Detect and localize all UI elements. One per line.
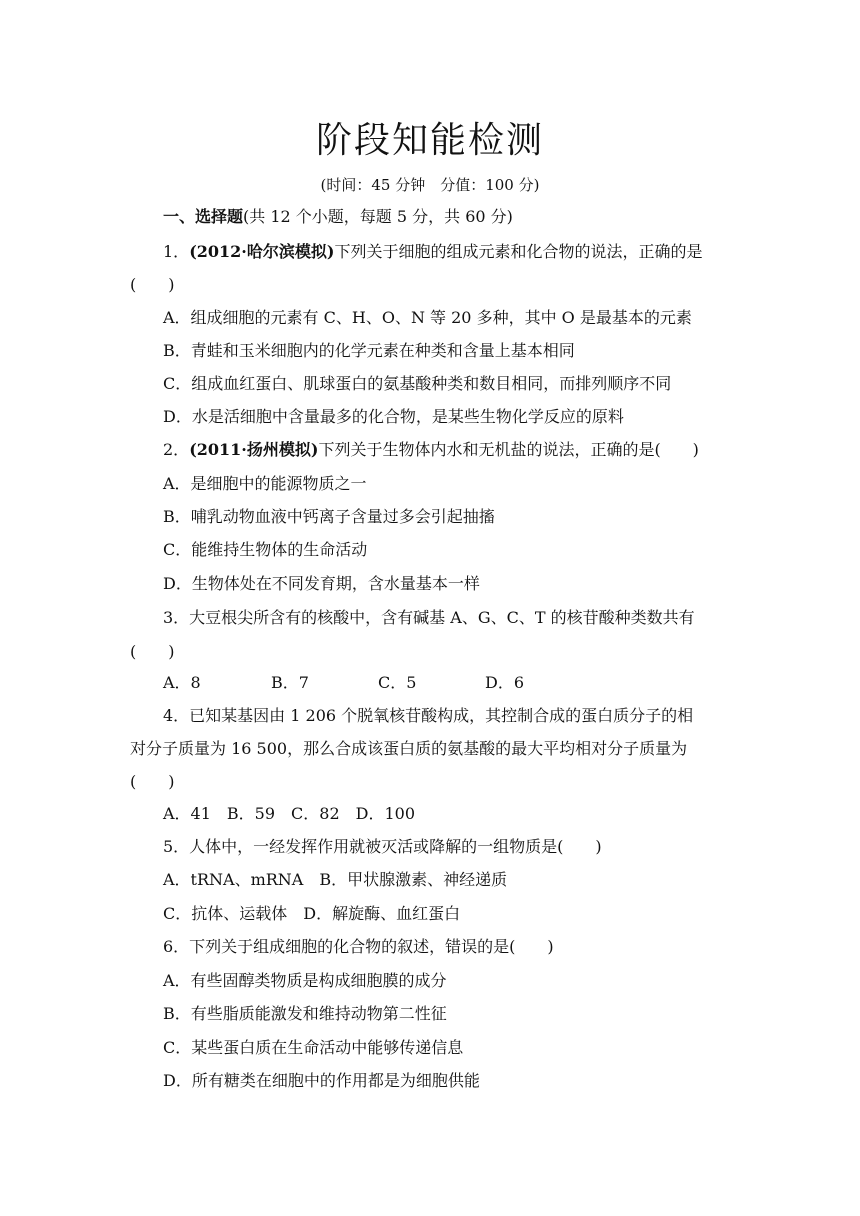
question-3-options: [163, 673, 524, 693]
question-4-stem-line2: 对分子质量为 16 500，那么合成该蛋白质的氨基酸的最大平均相对分子质量为: [130, 739, 688, 758]
question-1-option-d: D．水是活细胞中含量最多的化合物，是某些生物化学反应的原料: [163, 407, 624, 426]
section-title: 一、选择题: [163, 207, 244, 226]
section-note: (共 12 个小题，每题 5 分，共 60 分): [243, 207, 513, 226]
question-source: (2011·扬州模拟): [189, 440, 319, 459]
question-2-stem: [163, 440, 699, 460]
question-2-option-a: A．是细胞中的能源物质之一: [163, 474, 367, 493]
question-number: 1．: [163, 242, 190, 261]
question-1-option-a: A．组成细胞的元素有 C、H、O、N 等 20 多种，其中 O 是最基本的元素: [163, 308, 692, 327]
question-6-option-a: A．有些固醇类物质是构成细胞膜的成分: [163, 971, 447, 990]
question-2-option-c: C．能维持生物体的生命活动: [163, 540, 368, 559]
exam-info: (时间：45 分钟 分值：100 分): [320, 176, 540, 194]
question-5-stem: 5．人体中，一经发挥作用就被灭活或降解的一组物质是( ): [163, 837, 602, 856]
question-3-option-b: B．7: [271, 673, 309, 692]
question-4-stem-line1: 4．已知某基因由 1 206 个脱氧核苷酸构成，其控制合成的蛋白质分子的相: [163, 706, 694, 725]
question-3-option-d: D．6: [485, 673, 525, 692]
question-6-option-d: D．所有糖类在细胞中的作用都是为细胞供能: [163, 1071, 480, 1090]
question-2-option-b: B．哺乳动物血液中钙离子含量过多会引起抽搐: [163, 507, 495, 526]
question-5-options-ab: A．tRNA、mRNA B．甲状腺激素、神经递质: [163, 870, 508, 889]
question-1-paren: ( ): [130, 275, 175, 294]
question-4-options: A．41 B．59 C．82 D．100: [163, 804, 416, 823]
question-4-paren: ( ): [130, 772, 175, 791]
question-3-option-a: A．8: [163, 673, 201, 692]
section-heading: [163, 207, 513, 227]
question-6-option-c: C．某些蛋白质在生命活动中能够传递信息: [163, 1038, 464, 1057]
question-number: 2．: [163, 440, 190, 459]
question-3-stem: 3．大豆根尖所含有的核酸中，含有碱基 A、G、C、T 的核苷酸种类数共有: [163, 608, 695, 627]
page-title: 阶段知能检测: [315, 120, 544, 161]
question-source: (2012·哈尔滨模拟): [189, 242, 335, 261]
question-1-option-c: C．组成血红蛋白、肌球蛋白的氨基酸种类和数目相同，而排列顺序不同: [163, 374, 672, 393]
question-3-paren: ( ): [130, 642, 175, 661]
question-1-option-b: B．青蛙和玉米细胞内的化学元素在种类和含量上基本相同: [163, 341, 575, 360]
question-text: 下列关于细胞的组成元素和化合物的说法，正确的是: [334, 242, 703, 261]
question-3-option-c: C．5: [378, 673, 417, 692]
question-2-option-d: D．生物体处在不同发育期，含水量基本一样: [163, 574, 480, 593]
question-5-options-cd: C．抗体、运载体 D．解旋酶、血红蛋白: [163, 904, 461, 923]
question-text: 下列关于生物体内水和无机盐的说法，正确的是( ): [318, 440, 699, 459]
question-1-stem: [163, 242, 702, 262]
question-6-stem: 6．下列关于组成细胞的化合物的叙述，错误的是( ): [163, 937, 554, 956]
question-6-option-b: B．有些脂质能激发和维持动物第二性征: [163, 1004, 447, 1023]
